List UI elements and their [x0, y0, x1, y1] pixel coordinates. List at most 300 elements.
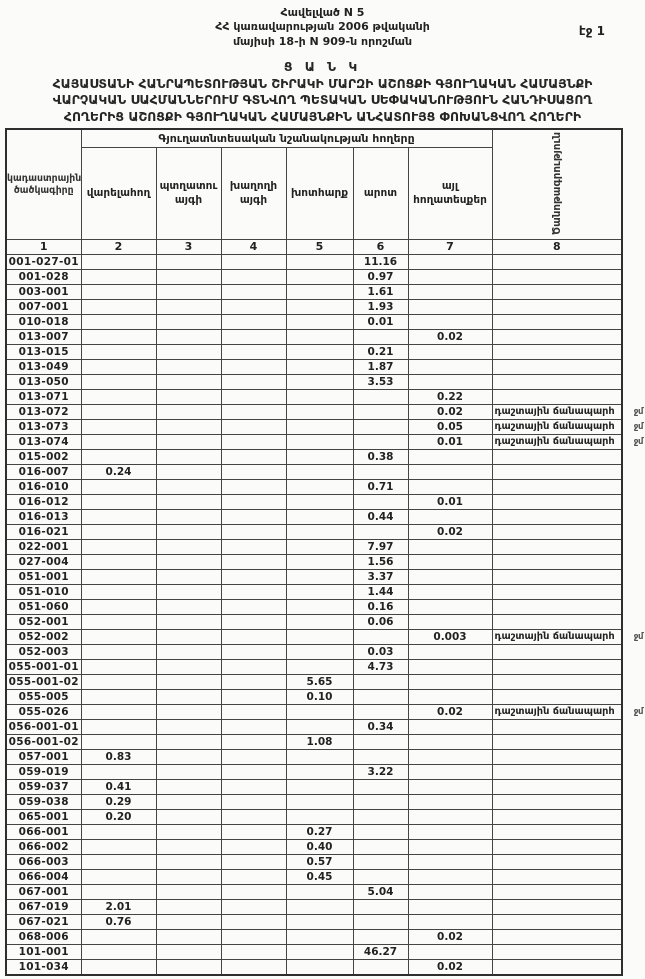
arable-cell	[81, 300, 156, 315]
arable-cell	[81, 885, 156, 900]
vineyard-cell	[221, 525, 286, 540]
orchard-cell	[156, 570, 221, 585]
cadastral-code-cell: 059-038	[6, 795, 81, 810]
vineyard-cell	[221, 450, 286, 465]
pasture-cell	[353, 855, 408, 870]
orchard-cell	[156, 660, 221, 675]
note-cell	[492, 600, 622, 615]
table-row	[6, 765, 622, 780]
arable-cell	[81, 555, 156, 570]
note-cell	[492, 645, 622, 660]
orchard-cell	[156, 960, 221, 976]
arable-cell: 0.29	[81, 795, 156, 810]
hayfield-cell	[286, 585, 353, 600]
note-cell	[492, 570, 622, 585]
orchard-cell	[156, 540, 221, 555]
pasture-cell: 0.44	[353, 510, 408, 525]
column-header-vineyard: խաղողի այգի	[221, 148, 286, 240]
table-row	[6, 405, 622, 420]
vineyard-cell	[221, 615, 286, 630]
hayfield-cell: 0.27	[286, 825, 353, 840]
hayfield-cell	[286, 600, 353, 615]
document-title	[0, 59, 645, 125]
table-row	[6, 600, 622, 615]
cadastral-code-cell: 016-010	[6, 480, 81, 495]
pasture-cell	[353, 750, 408, 765]
vineyard-cell	[221, 750, 286, 765]
table-row	[6, 435, 622, 450]
column-number: 7	[408, 240, 492, 255]
cadastral-code-cell: 101-001	[6, 945, 81, 960]
note-cell	[492, 540, 622, 555]
note-text: դաշտային ճանապարհ	[494, 706, 615, 718]
other-lands-cell	[408, 375, 492, 390]
arable-cell	[81, 345, 156, 360]
note-cell	[492, 945, 622, 960]
vineyard-cell	[221, 855, 286, 870]
table-row	[6, 915, 622, 930]
hayfield-cell	[286, 555, 353, 570]
hayfield-cell: 0.10	[286, 690, 353, 705]
pasture-cell: 0.38	[353, 450, 408, 465]
orchard-cell	[156, 705, 221, 720]
pasture-cell: 1.93	[353, 300, 408, 315]
hayfield-cell	[286, 810, 353, 825]
column-numbers-row	[6, 240, 622, 255]
arable-cell: 0.76	[81, 915, 156, 930]
arable-cell	[81, 660, 156, 675]
hayfield-cell	[286, 465, 353, 480]
hayfield-cell	[286, 765, 353, 780]
table-row	[6, 375, 622, 390]
table-row	[6, 420, 622, 435]
pasture-cell: 0.03	[353, 645, 408, 660]
orchard-cell	[156, 945, 221, 960]
pasture-cell	[353, 735, 408, 750]
column-header-hayfield: խոտհարք	[286, 148, 353, 240]
pasture-cell	[353, 525, 408, 540]
other-lands-cell	[408, 345, 492, 360]
column-header-pasture: արոտ	[353, 148, 408, 240]
hayfield-cell	[286, 255, 353, 270]
pasture-cell: 5.04	[353, 885, 408, 900]
hayfield-cell	[286, 960, 353, 976]
pasture-cell: 1.44	[353, 585, 408, 600]
arable-cell	[81, 390, 156, 405]
table-row	[6, 930, 622, 945]
orchard-cell	[156, 690, 221, 705]
hayfield-cell	[286, 930, 353, 945]
margin-mark: ջմ	[633, 407, 644, 418]
vineyard-cell	[221, 360, 286, 375]
orchard-cell	[156, 675, 221, 690]
vineyard-cell	[221, 480, 286, 495]
note-cell	[492, 465, 622, 480]
hayfield-cell	[286, 630, 353, 645]
note-cell	[492, 810, 622, 825]
pasture-cell	[353, 330, 408, 345]
table-row	[6, 705, 622, 720]
cadastral-code-cell: 015-002	[6, 450, 81, 465]
other-lands-cell: 0.01	[408, 495, 492, 510]
pasture-cell	[353, 780, 408, 795]
arable-cell	[81, 585, 156, 600]
vineyard-cell	[221, 375, 286, 390]
orchard-cell	[156, 930, 221, 945]
table-row	[6, 615, 622, 630]
hayfield-cell	[286, 915, 353, 930]
vineyard-cell	[221, 555, 286, 570]
vineyard-cell	[221, 285, 286, 300]
column-number: 8	[492, 240, 622, 255]
vineyard-cell	[221, 405, 286, 420]
vineyard-cell	[221, 390, 286, 405]
cadastral-code-cell: 013-071	[6, 390, 81, 405]
table-row	[6, 840, 622, 855]
hayfield-cell	[286, 900, 353, 915]
cadastral-code-cell: 066-001	[6, 825, 81, 840]
note-cell	[492, 780, 622, 795]
vineyard-cell	[221, 495, 286, 510]
orchard-cell	[156, 840, 221, 855]
pasture-cell: 0.06	[353, 615, 408, 630]
table-row	[6, 960, 622, 976]
pasture-cell	[353, 405, 408, 420]
table-row	[6, 525, 622, 540]
arable-cell: 0.83	[81, 750, 156, 765]
hayfield-cell	[286, 285, 353, 300]
cadastral-code-cell: 066-003	[6, 855, 81, 870]
pasture-cell	[353, 690, 408, 705]
table-row	[6, 585, 622, 600]
note-cell	[492, 735, 622, 750]
cadastral-code-cell: 056-001-01	[6, 720, 81, 735]
note-text: դաշտային ճանապարհ	[494, 436, 615, 448]
note-cell	[492, 345, 622, 360]
hayfield-cell	[286, 480, 353, 495]
table-row	[6, 810, 622, 825]
other-lands-cell	[408, 510, 492, 525]
cadastral-code-cell: 067-001	[6, 885, 81, 900]
pasture-cell: 7.97	[353, 540, 408, 555]
arable-cell	[81, 735, 156, 750]
group-header-agricultural: Գյուղատնտեսական նշանակության հողերը	[81, 129, 492, 148]
table-row	[6, 255, 622, 270]
pasture-cell: 4.73	[353, 660, 408, 675]
note-cell	[492, 675, 622, 690]
arable-cell	[81, 960, 156, 976]
other-lands-cell	[408, 690, 492, 705]
table-row	[6, 645, 622, 660]
vineyard-cell	[221, 270, 286, 285]
note-cell	[492, 870, 622, 885]
other-lands-cell	[408, 750, 492, 765]
other-lands-cell	[408, 645, 492, 660]
arable-cell	[81, 855, 156, 870]
pasture-cell	[353, 810, 408, 825]
note-cell	[492, 375, 622, 390]
vineyard-cell	[221, 930, 286, 945]
arable-cell	[81, 765, 156, 780]
cadastral-code-cell: 016-021	[6, 525, 81, 540]
note-cell	[492, 390, 622, 405]
appendix-line: Հավելված N 5	[280, 6, 365, 19]
note-cell	[492, 915, 622, 930]
vineyard-cell	[221, 765, 286, 780]
other-lands-cell	[408, 450, 492, 465]
orchard-cell	[156, 630, 221, 645]
cadastral-code-cell: 066-004	[6, 870, 81, 885]
pasture-cell: 0.21	[353, 345, 408, 360]
note-cell	[492, 840, 622, 855]
hayfield-cell: 5.65	[286, 675, 353, 690]
note-cell	[492, 855, 622, 870]
vineyard-cell	[221, 945, 286, 960]
cadastral-code-cell: 067-019	[6, 900, 81, 915]
vineyard-cell	[221, 510, 286, 525]
table-row	[6, 945, 622, 960]
orchard-cell	[156, 495, 221, 510]
pasture-cell	[353, 390, 408, 405]
cadastral-code-cell: 001-027-01	[6, 255, 81, 270]
vineyard-cell	[221, 840, 286, 855]
cadastral-code-cell: 055-005	[6, 690, 81, 705]
land-table	[5, 128, 644, 976]
hayfield-cell	[286, 390, 353, 405]
arable-cell	[81, 360, 156, 375]
cadastral-code-cell: 068-006	[6, 930, 81, 945]
vineyard-cell	[221, 780, 286, 795]
orchard-cell	[156, 825, 221, 840]
arable-cell	[81, 600, 156, 615]
hayfield-cell	[286, 945, 353, 960]
cadastral-code-cell: 056-001-02	[6, 735, 81, 750]
note-cell	[492, 750, 622, 765]
arable-cell	[81, 840, 156, 855]
vineyard-cell	[221, 300, 286, 315]
table-row	[6, 300, 622, 315]
arable-cell	[81, 630, 156, 645]
orchard-cell	[156, 450, 221, 465]
cadastral-code-cell: 013-049	[6, 360, 81, 375]
arable-cell	[81, 570, 156, 585]
hayfield-cell	[286, 450, 353, 465]
note-cell	[492, 255, 622, 270]
other-lands-cell	[408, 795, 492, 810]
vineyard-cell	[221, 585, 286, 600]
other-lands-cell	[408, 255, 492, 270]
other-lands-cell: 0.02	[408, 525, 492, 540]
pasture-cell	[353, 840, 408, 855]
vineyard-cell	[221, 795, 286, 810]
hayfield-cell	[286, 315, 353, 330]
other-lands-cell	[408, 555, 492, 570]
pasture-cell: 3.22	[353, 765, 408, 780]
table-row	[6, 660, 622, 675]
table-row	[6, 390, 622, 405]
vineyard-cell	[221, 600, 286, 615]
orchard-cell	[156, 765, 221, 780]
pasture-cell	[353, 795, 408, 810]
other-lands-cell	[408, 735, 492, 750]
table-row	[6, 540, 622, 555]
other-lands-cell: 0.22	[408, 390, 492, 405]
arable-cell	[81, 270, 156, 285]
cadastral-code-cell: 001-028	[6, 270, 81, 285]
vineyard-cell	[221, 735, 286, 750]
arable-cell	[81, 375, 156, 390]
note-cell	[492, 930, 622, 945]
arable-cell	[81, 405, 156, 420]
vineyard-cell	[221, 885, 286, 900]
other-lands-cell: 0.02	[408, 960, 492, 976]
hayfield-cell: 0.57	[286, 855, 353, 870]
cadastral-code-cell: 051-060	[6, 600, 81, 615]
note-header-vertical-text: Ծանոթագրություն	[550, 131, 563, 235]
vineyard-cell	[221, 810, 286, 825]
title-line-3: ՎԱՐՉԱԿԱՆ ՍԱՀՄԱՆՆԵՐՈՒՄ ԳՏՆՎՈՂ ՊԵՏԱԿԱՆ ՍԵՓԱԿԱՆՈՒԹՅՈՒՆ ՀԱՆԴԻՍԱՑՈՂ	[52, 92, 593, 108]
other-lands-cell	[408, 570, 492, 585]
vineyard-cell	[221, 315, 286, 330]
government-line: ՀՀ կառավարության 2006 թվականի	[215, 20, 430, 34]
pasture-cell	[353, 420, 408, 435]
note-cell	[492, 450, 622, 465]
other-lands-cell: 0.003	[408, 630, 492, 645]
other-lands-cell	[408, 675, 492, 690]
hayfield-cell	[286, 750, 353, 765]
table-row	[6, 900, 622, 915]
other-lands-cell	[408, 660, 492, 675]
note-cell	[492, 525, 622, 540]
note-cell	[492, 795, 622, 810]
arable-cell	[81, 705, 156, 720]
vineyard-cell	[221, 255, 286, 270]
orchard-cell	[156, 255, 221, 270]
cadastral-code-cell: 022-001	[6, 540, 81, 555]
pasture-cell	[353, 915, 408, 930]
arable-cell	[81, 480, 156, 495]
pasture-cell: 0.71	[353, 480, 408, 495]
orchard-cell	[156, 345, 221, 360]
pasture-cell	[353, 495, 408, 510]
table-row	[6, 345, 622, 360]
vineyard-cell	[221, 720, 286, 735]
vineyard-cell	[221, 345, 286, 360]
column-number: 6	[353, 240, 408, 255]
table-row	[6, 795, 622, 810]
pasture-cell: 0.34	[353, 720, 408, 735]
note-cell	[492, 420, 644, 435]
column-number: 3	[156, 240, 221, 255]
note-cell	[492, 960, 622, 976]
other-lands-cell	[408, 315, 492, 330]
arable-cell	[81, 255, 156, 270]
arable-cell	[81, 285, 156, 300]
orchard-cell	[156, 480, 221, 495]
orchard-cell	[156, 615, 221, 630]
other-lands-cell	[408, 300, 492, 315]
other-lands-cell	[408, 885, 492, 900]
hayfield-cell	[286, 495, 353, 510]
cadastral-code-cell: 052-002	[6, 630, 81, 645]
pasture-cell: 0.01	[353, 315, 408, 330]
pasture-cell: 1.61	[353, 285, 408, 300]
note-cell	[492, 360, 622, 375]
cadastral-code-cell: 055-001-02	[6, 675, 81, 690]
vineyard-cell	[221, 630, 286, 645]
hayfield-cell	[286, 330, 353, 345]
pasture-cell: 46.27	[353, 945, 408, 960]
pasture-cell	[353, 465, 408, 480]
table-row	[6, 855, 622, 870]
pasture-cell	[353, 705, 408, 720]
note-cell	[492, 315, 622, 330]
vineyard-cell	[221, 660, 286, 675]
note-cell	[492, 690, 622, 705]
arable-cell: 0.24	[81, 465, 156, 480]
table-row	[6, 885, 622, 900]
other-lands-cell	[408, 720, 492, 735]
column-header-orchard: պտղատու այգի	[156, 148, 221, 240]
hayfield-cell	[286, 360, 353, 375]
other-lands-cell: 0.01	[408, 435, 492, 450]
note-cell	[492, 720, 622, 735]
note-cell	[492, 300, 622, 315]
cadastral-code-cell: 013-050	[6, 375, 81, 390]
arable-cell	[81, 615, 156, 630]
arable-cell	[81, 510, 156, 525]
cadastral-code-cell: 007-001	[6, 300, 81, 315]
note-cell	[492, 330, 622, 345]
arable-cell: 2.01	[81, 900, 156, 915]
orchard-cell	[156, 795, 221, 810]
orchard-cell	[156, 405, 221, 420]
table-row	[6, 465, 622, 480]
cadastral-code-cell: 101-034	[6, 960, 81, 976]
cadastral-code-cell: 013-007	[6, 330, 81, 345]
cadastral-code-cell: 052-001	[6, 615, 81, 630]
margin-mark: ջմ	[633, 437, 644, 448]
orchard-cell	[156, 315, 221, 330]
pasture-cell: 11.16	[353, 255, 408, 270]
cadastral-code-cell: 003-001	[6, 285, 81, 300]
table-row	[6, 495, 622, 510]
other-lands-cell	[408, 600, 492, 615]
orchard-cell	[156, 510, 221, 525]
hayfield-cell	[286, 570, 353, 585]
hayfield-cell	[286, 435, 353, 450]
orchard-cell	[156, 855, 221, 870]
title-word-list: Ց Ա Ն Կ	[283, 58, 362, 74]
hayfield-cell	[286, 345, 353, 360]
cadastral-code-cell: 016-012	[6, 495, 81, 510]
hayfield-cell	[286, 720, 353, 735]
cadastral-code-cell: 051-001	[6, 570, 81, 585]
vineyard-cell	[221, 420, 286, 435]
table-row	[6, 735, 622, 750]
arable-cell	[81, 450, 156, 465]
hayfield-cell: 0.40	[286, 840, 353, 855]
column-header-other-lands: այլ հողատեսքեր	[408, 148, 492, 240]
arable-cell	[81, 495, 156, 510]
cadastral-code-cell: 010-018	[6, 315, 81, 330]
arable-cell	[81, 930, 156, 945]
arable-cell	[81, 945, 156, 960]
pasture-cell	[353, 870, 408, 885]
arable-cell	[81, 315, 156, 330]
page-number: էջ 1	[578, 24, 605, 38]
pasture-cell	[353, 900, 408, 915]
